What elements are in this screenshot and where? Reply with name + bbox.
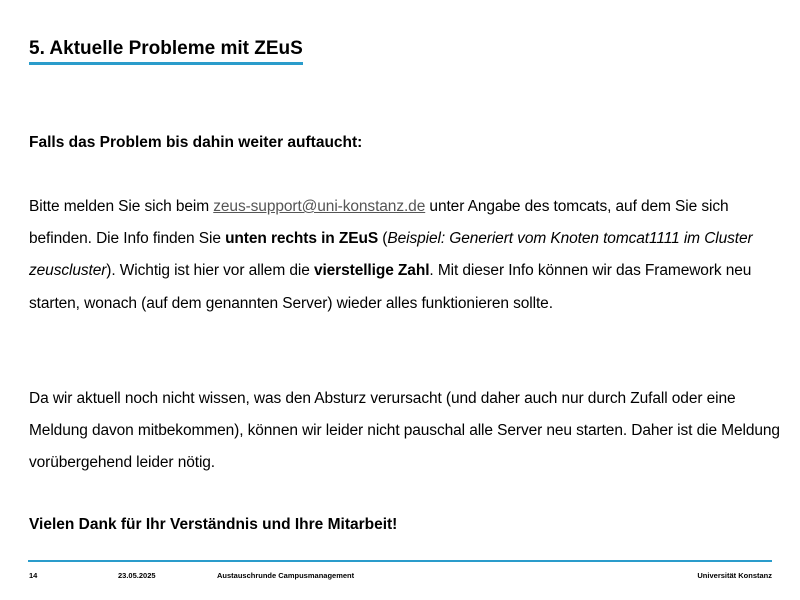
bold-location: unten rechts in ZEuS: [225, 230, 379, 248]
text-segment: ). Wichtig ist hier vor allem die: [106, 262, 314, 280]
text-segment: Bitte melden Sie sich beim: [29, 198, 214, 215]
bold-number-hint: vierstellige Zahl: [313, 262, 430, 280]
support-email-link[interactable]: zeus-support@uni-konstanz.de: [213, 198, 426, 215]
text-segment: (: [378, 230, 388, 248]
slide-title: 5. Aktuelle Probleme mit ZEuS: [29, 38, 303, 65]
footer-date: 23.05.2025: [118, 571, 156, 580]
page-number: 14: [29, 571, 38, 580]
instructions-paragraph: [29, 191, 784, 320]
italic-example: Beispiel: Generiert vom Knoten tomcat1111 im Cluster zeuscluster: [29, 230, 753, 280]
text-segment: . Mit dieser Info können wir das Framework neu starten, wonach (auf dem genannten Server) wieder alles funktionieren sollte.: [29, 262, 752, 312]
subheading: Falls das Problem bis dahin weiter auftaucht:: [29, 134, 363, 151]
text-segment: unter Angabe des tomcats, auf dem Sie sich befinden. Die Info finden Sie: [29, 198, 729, 248]
footer: [0, 570, 800, 582]
footer-organization: Universität Konstanz: [697, 571, 772, 580]
closing-statement: Vielen Dank für Ihr Verständnis und Ihre Mitarbeit!: [29, 516, 398, 533]
footer-event: Austauschrunde Campusmanagement: [217, 571, 355, 580]
footer-divider: [28, 560, 772, 562]
explanation-paragraph: Da wir aktuell noch nicht wissen, was den Absturz verursacht (und daher auch nur durch Zufall oder eine Meldung davon mitbekommen), können wir leider nicht pauschal alle Server neu starten. Daher ist die Meldung vorübergehend leider nötig.: [29, 390, 780, 472]
